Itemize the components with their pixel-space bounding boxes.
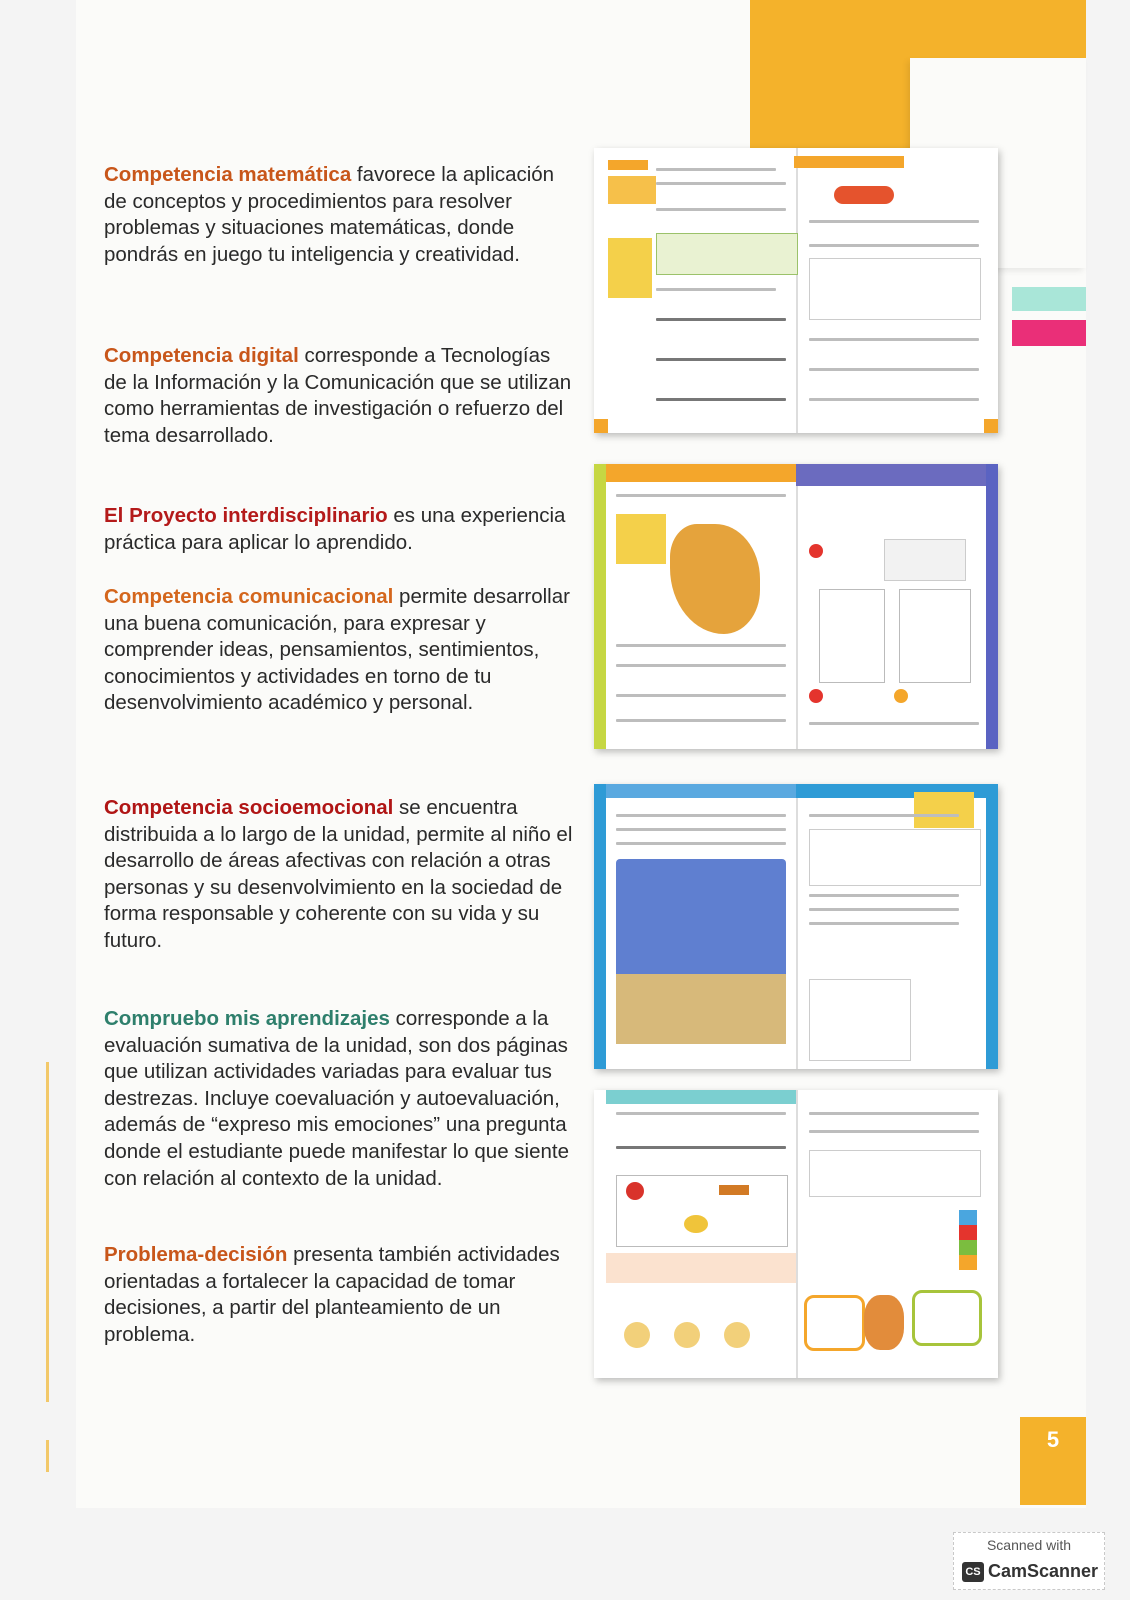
block-comunicacional xyxy=(104,584,574,717)
thumbnail-digital xyxy=(594,464,998,749)
text-line xyxy=(616,664,786,667)
text-line xyxy=(616,828,786,831)
side-band xyxy=(986,464,998,749)
term-compruebo: Compruebo mis aprendizajes xyxy=(104,1007,390,1030)
cookie-icon xyxy=(674,1322,700,1348)
block-problema xyxy=(104,1242,574,1348)
bubble-graphic xyxy=(912,1290,982,1346)
thumbnail-compruebo xyxy=(594,1090,998,1378)
drawing-box xyxy=(809,979,911,1061)
page-number: 5 xyxy=(1020,1417,1086,1505)
apple-icon xyxy=(626,1182,644,1200)
bubble-graphic xyxy=(804,1295,865,1351)
text-line xyxy=(616,842,786,845)
side-band xyxy=(594,784,606,1069)
card-graphic xyxy=(899,589,971,683)
text-line xyxy=(809,368,979,371)
illustration-ground xyxy=(616,974,786,1044)
desc-compruebo: corresponde a la evaluación sumativa de la unidad, son dos páginas que utilizan actividades variadas para evaluar tus destrezas. Incluye coevaluación y autoevaluación, además de “expreso mis emociones” una pregunta donde el estudiante puede manifestar lo que siente con relación al contexto de la unidad. xyxy=(104,1007,570,1190)
desc-proyecto: es una experiencia práctica para aplicar lo aprendido. xyxy=(104,504,566,554)
color-key xyxy=(959,1210,977,1270)
block-compruebo xyxy=(104,1006,574,1192)
header-tab xyxy=(608,160,648,170)
number-line xyxy=(656,358,786,361)
text-line xyxy=(656,288,776,291)
thumbnail-spine xyxy=(796,1090,798,1378)
term-proyecto: El Proyecto interdisciplinario xyxy=(104,504,388,527)
image-placeholder xyxy=(884,539,966,581)
header-band xyxy=(606,784,796,798)
term-problema: Problema-decisión xyxy=(104,1243,288,1266)
scanner-watermark xyxy=(953,1532,1105,1590)
block-socioemocional xyxy=(104,795,574,955)
text-line xyxy=(809,814,959,817)
header-band xyxy=(606,464,796,482)
mint-tab xyxy=(1012,287,1086,311)
scanner-brand: CamScanner xyxy=(988,1561,1099,1581)
character-graphic xyxy=(864,1295,904,1350)
pencil-icon xyxy=(719,1185,749,1195)
text-line xyxy=(809,722,979,725)
text-line xyxy=(616,1112,786,1115)
text-line xyxy=(809,922,959,925)
header-band xyxy=(796,464,986,486)
table-graphic xyxy=(656,233,798,275)
text-line xyxy=(616,719,786,722)
text-line xyxy=(809,244,979,247)
thumbnail-spine xyxy=(796,148,798,433)
text-line xyxy=(809,220,979,223)
number-line xyxy=(616,1146,786,1149)
text-line xyxy=(809,1130,979,1133)
image-placeholder xyxy=(914,792,974,828)
card-graphic xyxy=(819,589,885,683)
image-placeholder xyxy=(608,176,656,204)
step-badge xyxy=(894,689,908,703)
margin-rule xyxy=(46,1440,49,1472)
term-socioemocional: Competencia socioemocional xyxy=(104,796,394,819)
table-graphic xyxy=(809,829,981,886)
thumbnail-spine xyxy=(796,784,798,1069)
term-matematica: Competencia matemática xyxy=(104,163,352,186)
text-line xyxy=(656,208,786,211)
thumbnail-matematica xyxy=(594,148,998,433)
corner-tab xyxy=(594,419,608,433)
text-line xyxy=(656,182,786,185)
table-graphic xyxy=(809,1150,981,1197)
banana-icon xyxy=(684,1215,708,1233)
cookie-icon xyxy=(724,1322,750,1348)
table-graphic xyxy=(809,258,981,320)
text-line xyxy=(809,894,959,897)
header-band xyxy=(606,1090,796,1104)
block-proyecto xyxy=(104,503,574,556)
cookie-icon xyxy=(624,1322,650,1348)
problem-box xyxy=(606,1253,796,1283)
desc-problema: presenta también actividades orientadas a fortalecer la capacidad de tomar decisiones, a partir del planteamiento de un problema. xyxy=(104,1243,560,1346)
side-band xyxy=(594,464,606,749)
text-line xyxy=(809,398,979,401)
map-graphic xyxy=(670,524,760,634)
text-line xyxy=(616,494,786,497)
term-comunicacional: Competencia comunicacional xyxy=(104,585,394,608)
corner-tab xyxy=(984,419,998,433)
camscanner-logo-icon: CS xyxy=(962,1562,984,1582)
scanner-caption: Scanned with xyxy=(986,1537,1072,1553)
desc-matematica: favorece la aplicación de conceptos y procedimientos para resolver problemas y situaciones matemáticas, donde pondrás en juego tu inteligencia y creatividad. xyxy=(104,163,555,266)
thumbnail-spine xyxy=(796,464,798,749)
term-digital: Competencia digital xyxy=(104,344,299,367)
text-line xyxy=(809,1112,979,1115)
text-line xyxy=(616,644,786,647)
pink-tab xyxy=(1012,320,1086,346)
number-line xyxy=(656,398,786,401)
apples-graphic xyxy=(834,186,894,204)
text-line xyxy=(616,814,786,817)
text-line xyxy=(656,168,776,171)
header-tab xyxy=(794,156,904,168)
block-matematica xyxy=(104,162,574,268)
margin-rule xyxy=(46,1062,49,1402)
text-line xyxy=(809,908,959,911)
desc-comunicacional: permite desarrollar una buena comunicación, para expresar y comprender ideas, pensamientos, sentimientos, conocimientos y actividades en torno de tu desenvolvimiento académico y personal. xyxy=(104,585,570,715)
desc-socioemocional: se encuentra distribuida a lo largo de la unidad, permite al niño el desarrollo de áreas afectivas con relación a otras personas y su desenvolvimiento en la sociedad de forma responsable y coherente con su vida y su futuro. xyxy=(104,796,573,952)
text-line xyxy=(616,694,786,697)
block-digital xyxy=(104,343,574,449)
note-box xyxy=(608,238,652,298)
side-band xyxy=(986,784,998,1069)
text-line xyxy=(809,338,979,341)
step-badge xyxy=(809,689,823,703)
number-line xyxy=(656,318,786,321)
desc-digital: corresponde a Tecnologías de la Información y la Comunicación que se utilizan como herramientas de investigación o refuerzo del tema desarrollado. xyxy=(104,344,572,447)
note-box xyxy=(616,514,666,564)
step-badge xyxy=(809,544,823,558)
thumbnail-comunicacional xyxy=(594,784,998,1069)
